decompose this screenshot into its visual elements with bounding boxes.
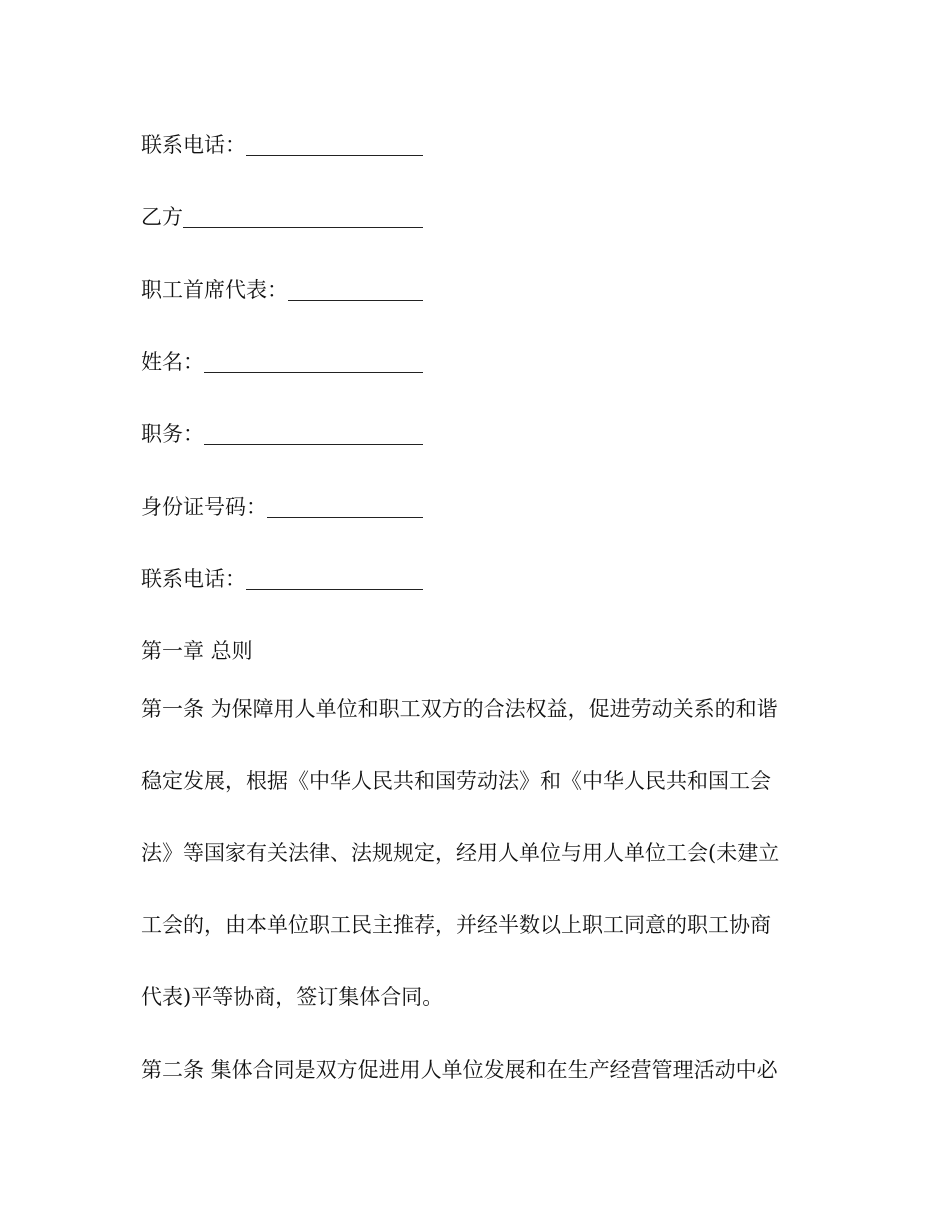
article-1-line: 第一条 为保障用人单位和职工双方的合法权益，促进劳动关系的和谐 <box>141 697 778 721</box>
article-2 <box>141 1034 811 1106</box>
id-number-field <box>141 492 423 522</box>
contact-phone-label-a: 联系电话： <box>141 133 246 157</box>
party-b-blank[interactable] <box>183 206 423 228</box>
article-1 <box>141 673 811 1033</box>
article-2-line: 第二条 集体合同是双方促进用人单位发展和在生产经营管理活动中必 <box>141 1058 778 1082</box>
name-label: 姓名： <box>141 350 204 374</box>
position-blank[interactable] <box>204 423 423 445</box>
chief-representative-label: 职工首席代表： <box>141 278 288 302</box>
id-number-label: 身份证号码： <box>141 495 267 519</box>
contact-phone-blank-a[interactable] <box>246 134 423 156</box>
party-b-label: 乙方 <box>141 205 183 229</box>
chapter-title: 第一章 总则 <box>141 639 253 663</box>
article-1-line: 代表)平等协商，签订集体合同。 <box>141 985 444 1009</box>
name-field <box>141 347 423 377</box>
position-field <box>141 419 423 449</box>
chief-representative-field <box>141 275 423 305</box>
contact-phone-field-b <box>141 564 423 594</box>
article-1-line: 稳定发展，根据《中华人民共和国劳动法》和《中华人民共和国工会 <box>141 769 771 793</box>
contact-phone-field-a <box>141 130 423 160</box>
id-number-blank[interactable] <box>267 496 423 518</box>
contact-phone-blank-b[interactable] <box>246 568 423 590</box>
chief-representative-blank[interactable] <box>288 279 423 301</box>
article-1-line: 法》等国家有关法律、法规规定，经用人单位与用人单位工会(未建立 <box>141 841 780 865</box>
position-label: 职务： <box>141 422 204 446</box>
contact-phone-label-b: 联系电话： <box>141 567 246 591</box>
name-blank[interactable] <box>204 351 423 373</box>
party-b-field <box>141 202 423 232</box>
article-1-line: 工会的，由本单位职工民主推荐，并经半数以上职工同意的职工协商 <box>141 913 771 937</box>
